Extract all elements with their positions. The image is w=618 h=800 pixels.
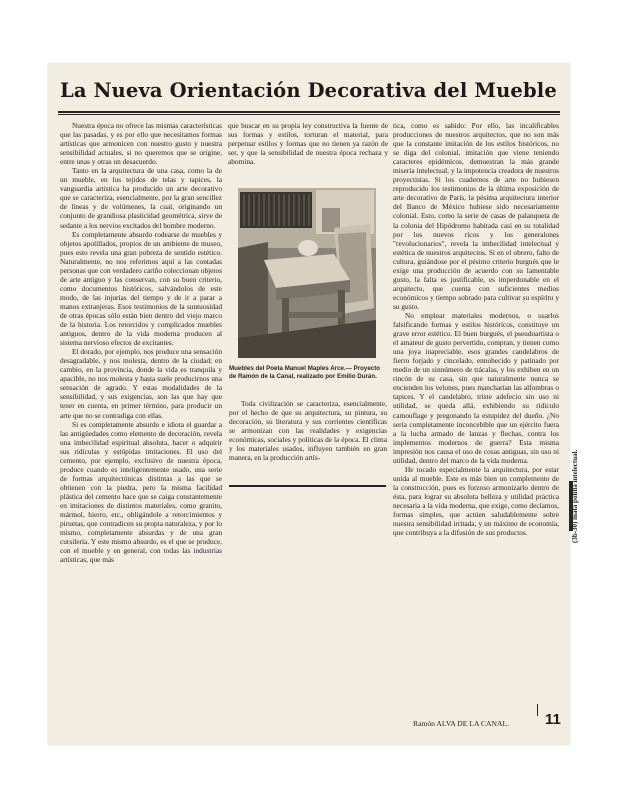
paragraph: que buscar en su propia ley constructiva la fuente de sus formas y estilos, torturan el material, para perpetuar estilos y formas que no tienen ya razón de ser, y que la sensibilidad de nuestra época rechaza y abomina.	[228, 121, 388, 167]
paragraph: Es completamente absurdo rodearse de muebles y objetos apolillados, propios de un ambiente de museo, pues esto revela una gran pobreza de sentido estético. Naturalmente, no nos referimos aquí a las contadas personas que con verdadero cariño coleccionan objetos de arte antiguo y las conservan, con su buen criterio, como documentos históricos, salvándolos de este modo, de las injurias del tiempo y de ir a parar a manos extranjeras. Esos testimonios de la suntuosidad de otras épocas sólo están bien dentro del viejo marco de la historia. Los retorcidos y complicados muebles antiguos, dentro de la vida moderna producen al sistema nervioso efectos de excitantes.	[60, 229, 222, 348]
page-tick	[537, 704, 538, 716]
page-number: 11	[545, 711, 561, 728]
paragraph: tica, como es sabido: Por ello, las incalificables producciones de nuestros arquitectos, que no son más que la constante imitación de los estilos históricos, no se diga del colonial, imitación que viene teniendo caracteres epidémicos, demuestran la más grande miseria intelectual, y la impotencia creadora de nuestros proyectistas. Si los cuadernos de arte no hubiesen reproducido los testimonios de la última exposición de arte decorativo de París, la pésima arquitectura interior del Banco de México hubiese sido necesariamente colonial. Esto, como la serie de casas de palanqueta de la colonia del Hipódromo habitada casi en su totalidad por los nuevos ricos y los generalones "revolucionarios", revela la imbecilidad intelectual y estética de nuestros arquitectos. Si en el obrero, falto de cultura, guiándose por el pésimo criterio burgués que le exige una producción de acuerdo con su lamentable gusto, la falta es justificable, es imperdonable en el arquitecto, que cuenta con suficientes medios económicos y tiempo sobrado para cultivar su espíritu y su gusto.	[393, 121, 559, 311]
paragraph: Si es completamente absurdo e idiota el guardar a las antigüedades como elemento de decoración, revela una imbecilidad espiritual absoluta, hacer o adquirir sus ridículas y estúpidas imitaciones. El uso del cemento, por ejemplo, exclusivo de nuestra época, produce cuando es inteligentemente usado, una serie de formas arquitectónicas distintas a las que se obtienen con la piedra, pero la misma facilidad plástica del cemento hace que se caiga constantemente en imitaciones de distintos materiales, como granito, mármol, hierro, etc., obligándole a retorcimientos y piruetas, que contradicen su propia naturaleza, y por lo mismo, completamente absurdas y de una gran cursilería. Y este mismo absurdo, es el que se produce, con el mueble y en general, con todas las industrias artísticas, que más	[60, 419, 222, 565]
title-rule-thin	[58, 114, 560, 115]
column-2-bottom	[229, 399, 387, 462]
author-signature: Ramón ALVA DE LA CANAL.	[413, 719, 509, 728]
column-1	[60, 121, 222, 731]
paragraph: Toda civilización se caracteriza, esencialmente, por el hecho de que su arquitectura, su pintura, su decoración, su literatura y sus corrientes científicas se armonizan con las realidades y exigencias económicas, sociales y políticas de la época. El clima y los materiales usados, influyen también en gran manera, en la producción artís-	[229, 399, 387, 463]
paragraph: No emplear materiales modernos, o usarlos falsificando formas y estilos históricos, constituye un grave error estético. El buen burgués, el pseudoartista o el amateur de gusto pervertido, compran, y tienen como una joya inapreciable, esos grandes candelabros de fierro forjado y cincelado, ennohecido y patinado por medio de un sinnúmero de trácalas, y los exhiben en un rincón de su casa, sin que naturalmente nunca se encienden los velones, pues mancharían las alfombras o tapices. Y el candelabro, triste adefecio sin uso ni utilidad, se queda allá, exhibiendo su ridículo camouflage y pregonando la estupidez del dueño. ¿No sería completamente inconcebible que un ejército fuera a la lucha armado de lanzas y flechas, contra los implementos modernos de guerra? Esta misma impresión nos causa el uso de cosas antiguas, sin uso ni utilidad, dentro del marco de la vida moderna.	[393, 310, 559, 465]
paragraph: Tanto en la arquitectura de una casa, como la de un mueble, en los tejidos de telas y tapices, la vanguardia artística ha producido un arte decorativo que se caracteriza, esencialmente, por la gran sencillez de líneas y de volúmenes, la cual, originando un conjunto de grandiosa plasticidad geométrica, sirve de sedante a los nervios excitados del hombre moderno.	[60, 166, 222, 230]
furniture-photo	[238, 188, 376, 358]
article-title: La Nueva Orientación Decorativa del Mueble	[60, 79, 557, 102]
paragraph: Nuestra época no ofrece las mismas características que las pasadas, y es por ello que necesitamos formas artísticas que armonicen con nuestro gusto y nuestra sensibilidad actuales, si no queremos que se origine, entre unas y otras un desacuerdo.	[60, 121, 222, 167]
paragraph: El dorado, por ejemplo, nos produce una sensación desagradable, y nos molesta, dentro de la ciudad; en cambio, en la provincia, donde la vida es tranquila y apacible, no nos molesta y hasta suele producirnos una sensación de agrado. Y estas modalidades de la sensibilidad, y sus exigencias, son las que hay que tener en cuenta, en primer término, para producir un arte que no se contradiga con ellas.	[60, 347, 222, 420]
column-3	[393, 121, 559, 726]
magazine-page	[48, 63, 579, 745]
column-end-rule	[229, 485, 386, 487]
column-2-top	[228, 121, 388, 166]
title-rule	[58, 111, 560, 113]
photo-caption: Muebles del Poeta Manuel Maples Arce.— Proyecto de Ramón de la Canal, realizado por Emilio Durán.	[229, 365, 381, 381]
paragraph: He tocado especialmente la arquitectura, por estar unida al mueble. Este es más bien un complemento de la construcción, pues es forzoso armonizarlo dentro de ésta, para lograr su absoluta belleza y utilidad práctica necesaria a la vida moderna, que exige, como decíamos, formas simples, que actúen saludablemente sobre nuestra sensibilidad irritada, y un máximo de economía, que contribuya a la difusión de sus productos.	[393, 464, 559, 538]
side-annotation: (3b-30) mata polilla intelectual.	[571, 449, 579, 543]
